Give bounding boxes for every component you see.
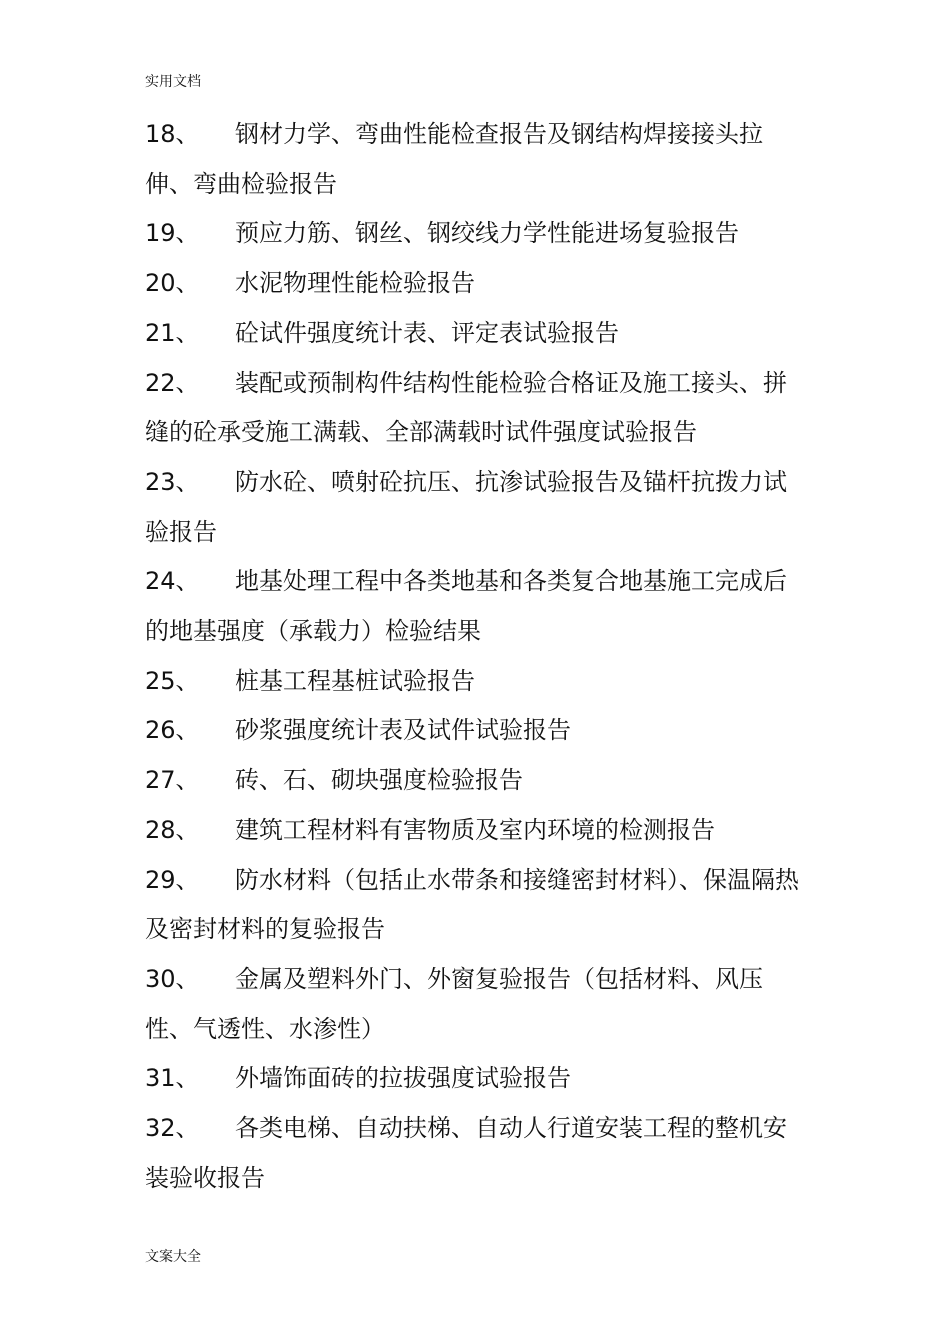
item-text: 砼试件强度统计表、评定表试验报告 bbox=[235, 318, 619, 347]
list-item bbox=[145, 1054, 805, 1104]
list-item bbox=[145, 309, 805, 359]
item-number: 26、 bbox=[145, 716, 200, 745]
list-item bbox=[145, 209, 805, 259]
item-number: 18、 bbox=[145, 120, 200, 148]
item-text: 预应力筋、钢丝、钢绞线力学性能进场复验报告 bbox=[235, 219, 739, 248]
item-number: 20、 bbox=[145, 269, 200, 298]
list-item bbox=[145, 259, 805, 309]
item-number: 22、 bbox=[145, 368, 200, 397]
item-number: 23、 bbox=[145, 467, 200, 496]
item-number: 31、 bbox=[145, 1064, 200, 1093]
list-item bbox=[145, 657, 805, 707]
item-number: 29、 bbox=[145, 865, 200, 894]
item-number: 27、 bbox=[145, 766, 200, 795]
page-footer: 文案大全 bbox=[145, 1249, 201, 1265]
item-text: 砂浆强度统计表及试件试验报告 bbox=[235, 716, 571, 745]
page-header: 实用文档 bbox=[145, 74, 201, 90]
item-text: 钢材力学、弯曲性能检查报告及钢结构焊接接头拉伸、弯曲检验报告 bbox=[145, 120, 763, 198]
item-number: 25、 bbox=[145, 666, 200, 695]
item-text: 桩基工程基桩试验报告 bbox=[235, 666, 475, 695]
list-item bbox=[145, 706, 805, 756]
list-item bbox=[145, 806, 805, 856]
item-text: 建筑工程材料有害物质及室内环境的检测报告 bbox=[235, 815, 715, 844]
list-item bbox=[145, 856, 805, 955]
item-number: 19、 bbox=[145, 219, 200, 248]
item-text: 装配或预制构件结构性能检验合格证及施工接头、拼缝的砼承受施工满载、全部满载时试件强度试验报告 bbox=[145, 368, 787, 447]
list-item bbox=[145, 756, 805, 806]
item-text: 砖、石、砌块强度检验报告 bbox=[235, 766, 523, 795]
item-text: 外墙饰面砖的拉拔强度试验报告 bbox=[235, 1064, 571, 1093]
item-text: 各类电梯、自动扶梯、自动人行道安装工程的整机安装验收报告 bbox=[145, 1114, 787, 1192]
item-text: 防水砼、喷射砼抗压、抗渗试验报告及锚杆抗拨力试验报告 bbox=[145, 467, 787, 546]
list-item bbox=[145, 955, 805, 1054]
list-item bbox=[145, 458, 805, 557]
item-text: 水泥物理性能检验报告 bbox=[235, 269, 475, 298]
item-number: 30、 bbox=[145, 964, 200, 993]
report-list bbox=[145, 110, 805, 1203]
list-item bbox=[145, 110, 805, 209]
item-number: 24、 bbox=[145, 567, 200, 596]
item-number: 28、 bbox=[145, 815, 200, 844]
list-item bbox=[145, 557, 805, 656]
list-item bbox=[145, 1104, 805, 1203]
list-item bbox=[145, 359, 805, 458]
item-number: 32、 bbox=[145, 1114, 200, 1143]
item-text: 地基处理工程中各类地基和各类复合地基施工完成后的地基强度（承载力）检验结果 bbox=[145, 567, 787, 646]
item-text: 金属及塑料外门、外窗复验报告（包括材料、风压性、气透性、水渗性） bbox=[145, 964, 763, 1043]
item-text: 防水材料（包括止水带条和接缝密封材料）、保温隔热及密封材料的复验报告 bbox=[145, 865, 799, 944]
item-number: 21、 bbox=[145, 318, 200, 347]
